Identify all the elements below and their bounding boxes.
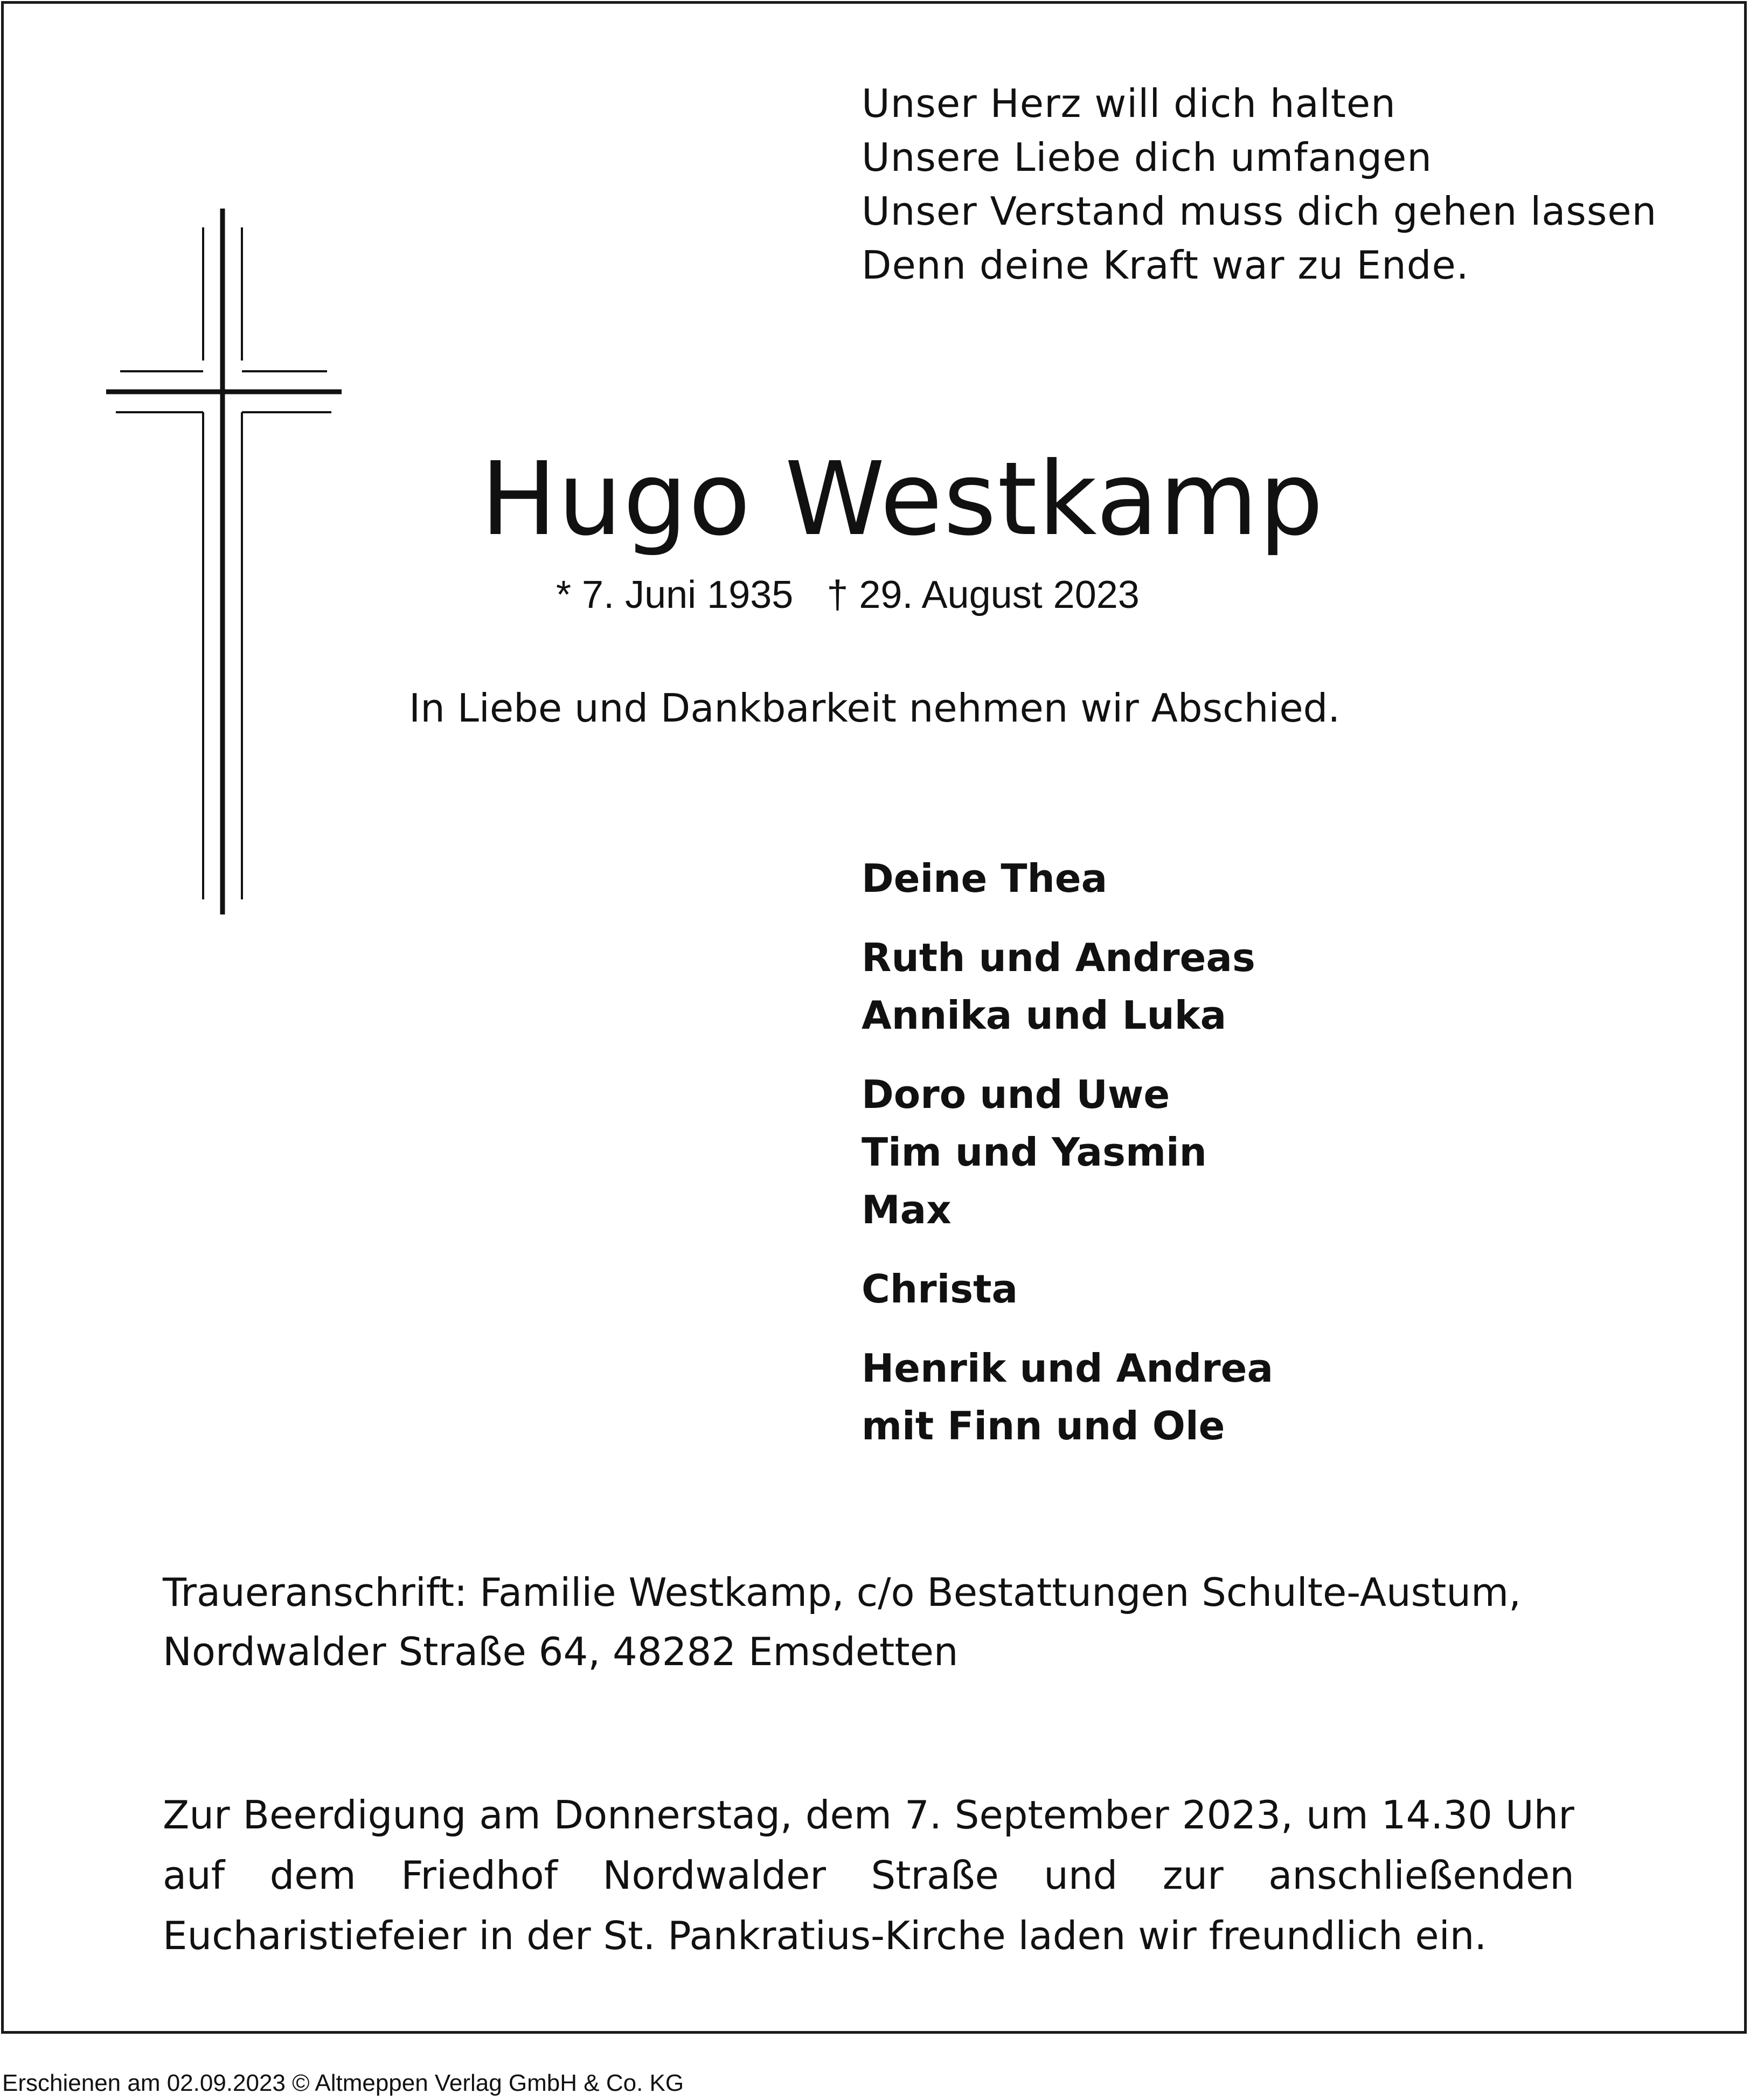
mourning-address [163,1563,1521,1681]
funeral-line [163,1785,1574,1845]
funeral-word: Friedhof [401,1853,558,1898]
funeral-word: auf [163,1853,225,1898]
funeral-word: dem [805,1792,892,1838]
mourner-name: Christa [862,1266,1018,1312]
funeral-word: Donnerstag, [553,1792,793,1838]
mourner-group [862,1260,1273,1318]
funeral-word: dem [269,1853,356,1898]
mourner-name: Annika und Luka [862,993,1227,1038]
mourner-name: Deine Thea [862,856,1108,901]
life-dates [556,571,1140,619]
funeral-notice [163,1785,1574,1966]
farewell-intro: In Liebe und Dankbarkeit nehmen wir Abschied. [409,685,1341,731]
funeral-word: 14.30 [1381,1792,1492,1838]
mourner-name: Ruth und Andreas [862,935,1255,980]
address-line: Traueranschrift: Familie Westkamp, c/o Bestattungen Schulte-Austum, [163,1570,1521,1615]
poem-line: Unsere Liebe dich umfangen [862,135,1432,180]
death-date: † 29. August 2023 [827,573,1140,616]
mourner-group [862,850,1273,907]
funeral-word: Nordwalder [602,1853,827,1898]
funeral-word: zur [1162,1853,1224,1898]
mourner-group [862,1340,1273,1455]
poem [862,77,1657,292]
funeral-word: und [1044,1853,1118,1898]
deceased-name: Hugo Westkamp [481,440,1325,558]
funeral-word: am [479,1792,541,1838]
funeral-word: September [954,1792,1169,1838]
mourner-group [862,929,1273,1044]
funeral-word: Zur [163,1792,230,1838]
funeral-word: 7. [905,1792,942,1838]
funeral-line [163,1845,1574,1905]
address-line: Nordwalder Straße 64, 48282 Emsdetten [163,1629,959,1674]
poem-line: Unser Herz will dich halten [862,81,1396,126]
funeral-word: um [1305,1792,1369,1838]
funeral-word: Uhr [1505,1792,1574,1838]
funeral-word: Beerdigung [242,1792,467,1838]
mourner-name: Henrik und Andrea [862,1346,1274,1391]
obituary-frame [1,1,1747,2034]
mourner-name: Doro und Uwe [862,1072,1170,1117]
mourner-group [862,1066,1273,1239]
funeral-word: 2023, [1182,1792,1293,1838]
funeral-word: Straße [871,1853,999,1898]
poem-line: Unser Verstand muss dich gehen lassen [862,189,1657,234]
funeral-line: Eucharistiefeier in der St. Pankratius-Kirche laden wir freundlich ein. [163,1913,1487,1958]
mourner-name: Max [862,1187,952,1232]
poem-line: Denn deine Kraft war zu Ende. [862,242,1469,288]
mourner-name: mit Finn und Ole [862,1403,1225,1448]
funeral-word: anschließenden [1268,1853,1574,1898]
cross-icon [106,209,346,920]
birth-date: * 7. Juni 1935 [556,573,794,616]
publication-footer: Erschienen am 02.09.2023 © Altmeppen Verlag GmbH & Co. KG [2,2070,684,2096]
mourner-name: Tim und Yasmin [862,1129,1207,1175]
mourners-list [862,850,1273,1477]
